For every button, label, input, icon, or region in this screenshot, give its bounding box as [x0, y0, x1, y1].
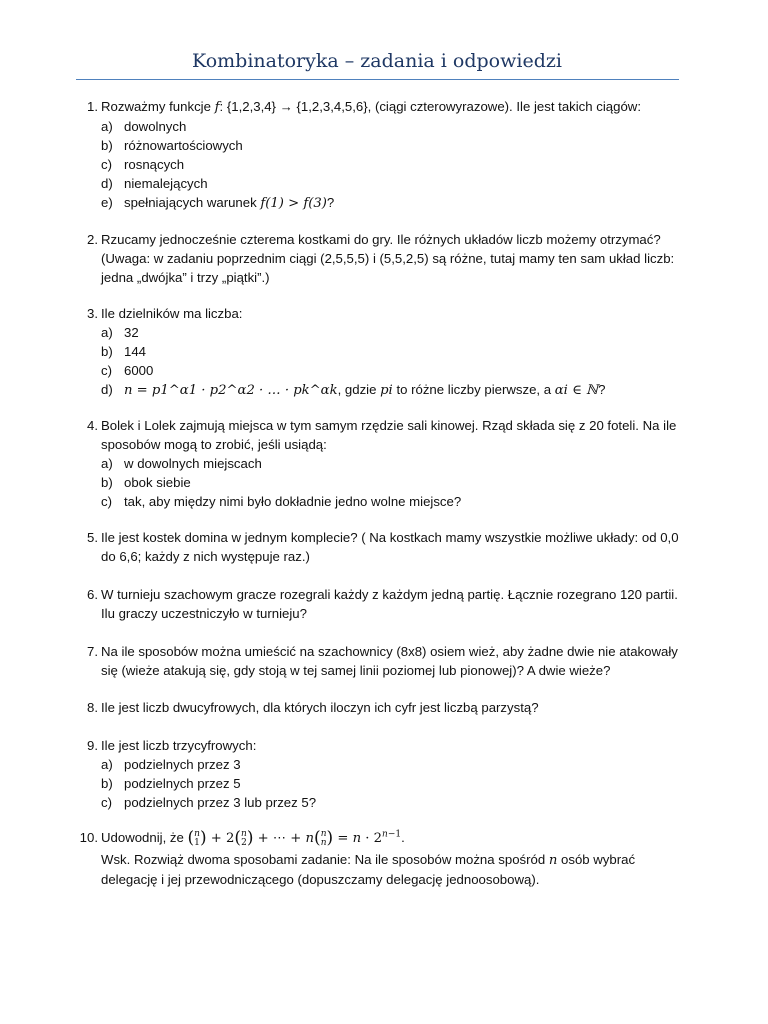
hint-line: Wsk. Rozwiąż dwoma sposobami zadanie: Na ile sposobów można spośród n osób wybrać: [101, 852, 636, 868]
question-number: 9.: [87, 738, 98, 753]
question-line: się (wieże atakują się, gdy stoją w tej samej linii poziomej lub pionowej)? A dwie wieże?: [101, 663, 611, 678]
title-underline: [76, 79, 679, 80]
subitem-c: c) podzielnych przez 3 lub przez 5?: [101, 795, 317, 810]
math-exponent: αi ∈ ℕ: [554, 383, 599, 398]
question-number: 2.: [87, 232, 98, 247]
question-number: 3.: [87, 306, 98, 321]
subitem-a: a) podzielnych przez 3: [101, 757, 241, 772]
question-line: Ilu graczy uczestniczyło w turnieju?: [101, 606, 307, 621]
question-1: [76, 97, 686, 213]
subitem-a: a) w dowolnych miejscach: [101, 456, 262, 471]
question-line: Na ile sposobów można umieścić na szachownicy (8x8) osiem wież, aby żadne dwie nie atakowały: [101, 644, 678, 659]
question-2: [76, 230, 686, 287]
question-line: W turnieju szachowym gracze rozegrali każdy z każdym jedną partię. Łącznie rozegrano 120 partii.: [101, 587, 678, 602]
question-line: do 6,6; każdy z nich występuje raz.): [101, 549, 310, 564]
question-line: Rzucamy jednocześnie czterema kostkami do gry. Ile różnych układów liczb możemy otrzymać?: [101, 232, 661, 247]
question-text: Udowodnij, że ( n 1 ) + 2( n 2 ) + ⋯ + n( n n ) = $n \cdot 2^{n-1}$.: [101, 827, 405, 848]
question-number: 5.: [87, 530, 98, 545]
question-4: [76, 416, 686, 511]
question-10: [76, 828, 686, 889]
question-line: Ile jest liczb dwucyfrowych, dla których iloczyn ich cyfr jest liczbą parzystą?: [101, 700, 539, 715]
subitem-d: d) niemalejących: [101, 176, 208, 191]
math-prime: pi: [380, 383, 393, 398]
question-text: Rozważmy funkcje f: {1,2,3,4} → {1,2,3,4,5,6}, (ciągi czterowyrazowe). Ile jest takich ciągów:: [101, 99, 641, 115]
subitem-c: c) tak, aby między nimi było dokładnie jedno wolne miejsce?: [101, 494, 462, 509]
question-text: Ile jest liczb trzycyfrowych:: [101, 738, 257, 753]
math-factorization: n = p1^α1 · p2^α2 · … · pk^αk: [124, 383, 338, 398]
question-6: [76, 585, 686, 623]
question-number: 1.: [87, 99, 98, 114]
subitem-b: b) 144: [101, 344, 147, 359]
question-number: 8.: [87, 700, 98, 715]
subitem-b: b) podzielnych przez 5: [101, 776, 241, 791]
question-number: 10.: [79, 830, 98, 845]
question-8: [76, 698, 686, 717]
hint-line: delegację i jej przewodniczącego (dopuszczamy delegację jednoosobową).: [101, 872, 540, 887]
question-7: [76, 642, 686, 680]
question-9: [76, 736, 686, 812]
question-number: 6.: [87, 587, 98, 602]
subitem-b: b) różnowartościowych: [101, 138, 243, 153]
question-line: Bolek i Lolek zajmują miejsca w tym samym rzędzie sali kinowej. Rząd składa się z 20 foteli. Na ile: [101, 418, 677, 433]
subitem-d: d) n = p1^α1 · p2^α2 · … · pk^αk, gdzie pi to różne liczby pierwsze, a αi ∈ ℕ?: [101, 382, 606, 398]
question-line: jedna „dwójka” i trzy „piątki”.): [101, 270, 270, 285]
question-5: [76, 528, 686, 566]
subitem-c: c) 6000: [101, 363, 154, 378]
math-inequality: f(1) > f(3): [260, 196, 327, 211]
question-3: [76, 304, 686, 400]
page-title: Kombinatoryka – zadania i odpowiedzi: [192, 50, 562, 72]
question-line: Ile jest kostek domina w jednym komplecie? ( Na kostkach mamy wszystkie możliwe układy: od 0,0: [101, 530, 679, 545]
question-number: 4.: [87, 418, 98, 433]
question-text: Ile dzielników ma liczba:: [101, 306, 243, 321]
subitem-a: a) dowolnych: [101, 119, 187, 134]
question-number: 7.: [87, 644, 98, 659]
subitem-e: e) spełniających warunek f(1) > f(3)?: [101, 195, 335, 211]
subitem-c: c) rosnących: [101, 157, 185, 172]
subitem-b: b) obok siebie: [101, 475, 191, 490]
subitem-a: a) 32: [101, 325, 139, 340]
math-binomial-identity: ( n 1 ) + 2( n 2 ) + ⋯ + n( n n ) = $n \cdot 2^{n-1}$: [187, 827, 402, 848]
question-line: (Uwaga: w zadaniu poprzednim ciągi (2,5,5,5) i (5,5,2,5) są różne, tutaj mamy ten sam układ liczb:: [101, 251, 675, 266]
question-line: sposobów mogą to zrobić, jeśli usiądą:: [101, 437, 327, 452]
